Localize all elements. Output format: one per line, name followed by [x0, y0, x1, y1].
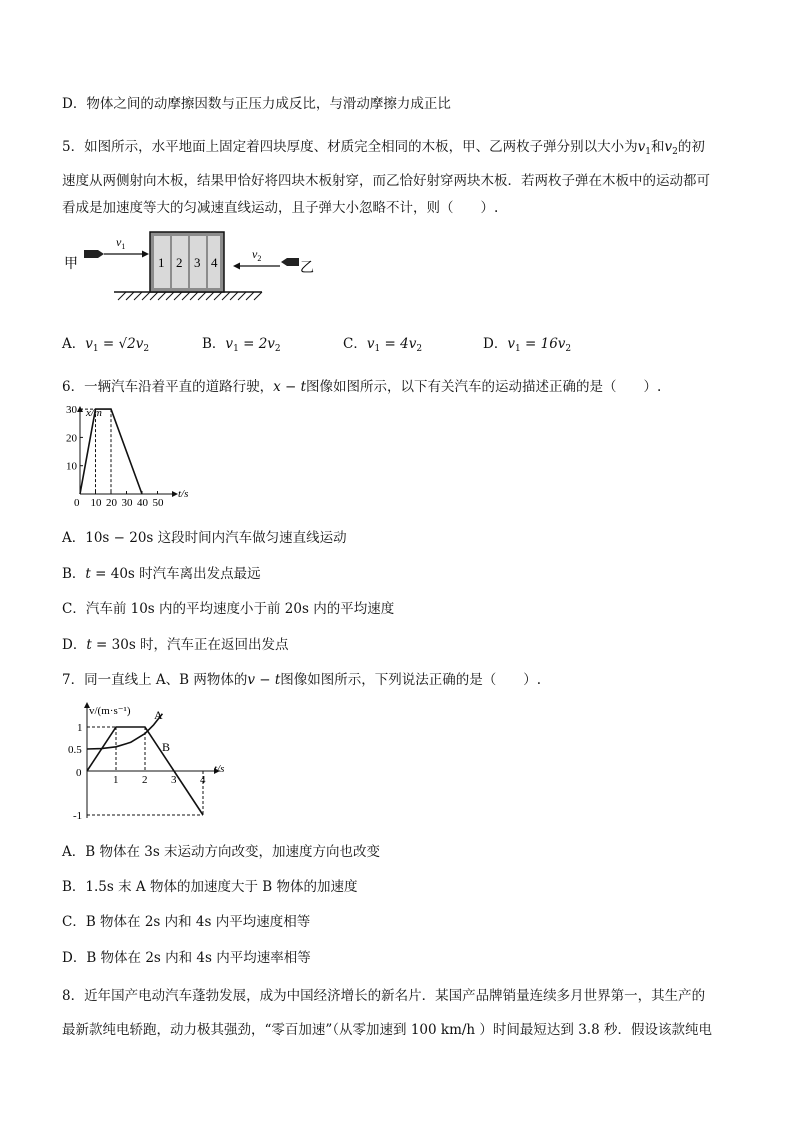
- xt-origin: 0: [74, 497, 80, 509]
- q5-and: 和: [650, 139, 665, 155]
- xt-x-tick-label: 20: [106, 497, 117, 509]
- vt-label-b: B: [162, 740, 171, 754]
- q4-option-d: D．物体之间的动摩擦因数与正压力成反比，与滑动摩擦力成正比: [62, 96, 451, 112]
- board-label-4: 4: [211, 255, 218, 270]
- q6-option-a: A．10s − 20s 这段时间内汽车做匀速直线运动: [62, 530, 347, 546]
- q5-stem-text-a: 5．如图所示，水平地面上固定着四块厚度、材质完全相同的木板，甲、乙两枚子弹分别以大小为: [62, 139, 638, 155]
- vt-label-a: A: [154, 708, 163, 722]
- vt-x-tick-label: 1: [113, 774, 119, 786]
- v2-arrow-head: [233, 263, 240, 270]
- q6-option-c: C．汽车前 10s 内的平均速度小于前 20s 内的平均速度: [62, 601, 395, 617]
- q7-option-b: B．1.5s 末 A 物体的加速度大于 B 物体的加速度: [62, 879, 358, 895]
- v2-label: $v_2$: [252, 247, 262, 263]
- q7-option-a: A．B 物体在 3s 末运动方向改变，加速度方向也改变: [62, 844, 381, 860]
- vt-y-tick-label: 0.5: [68, 744, 82, 756]
- q5-stem-line1: [62, 135, 705, 157]
- q5-v2: v: [664, 139, 673, 155]
- q5-option-d: D．$v_1 = 16v_2$: [483, 336, 572, 354]
- q8-stem-line1: 8．近年国产电动汽车蓬勃发展，成为中国经济增长的新名片．某国产品牌销量连续多月世界第一，其生产的: [62, 988, 706, 1004]
- board-label-2: 2: [176, 255, 183, 270]
- q7-option-c: C．B 物体在 2s 内和 4s 内平均速度相等: [62, 914, 311, 930]
- q8-stem-line2: 最新款纯电轿跑，动力极其强劲，“零百加速”（从零加速到 100 km/h ）时间最短达到 3.8 秒．假设该款纯电: [62, 1022, 712, 1038]
- ground-hatch: [118, 292, 262, 300]
- vt-origin: 0: [76, 767, 82, 779]
- q5-v1-sub: 1: [645, 147, 651, 157]
- q5-option-a: A．$v_1 = √2v_2$: [62, 336, 150, 354]
- xt-ylabel: x/m: [86, 407, 102, 419]
- q5-option-b: B．$v_1 = 2v_2$: [202, 336, 281, 354]
- xt-y-tick-label: 20: [66, 432, 77, 445]
- vt-x-tick-label: 2: [142, 774, 148, 786]
- vt-x-tick-label: 3: [171, 774, 177, 786]
- vt-y-tick-label: 1: [77, 722, 83, 734]
- q5-v2-sub: 2: [672, 147, 678, 157]
- xt-y-tick-label: 30: [66, 404, 77, 417]
- q5-option-c: C．$v_1 = 4v_2$: [343, 336, 423, 354]
- v1-label: $v_1$: [116, 235, 126, 251]
- q5-bullet-figure: [62, 222, 322, 310]
- q6-stem: 6．一辆汽车沿着平直的道路行驶，x − t图像如图所示，以下有关汽车的运动描述正确的是（ ）.: [62, 379, 662, 395]
- vt-x-tick-label: 4: [200, 774, 206, 786]
- xt-x-tick-label: 30: [121, 497, 133, 509]
- v1-arrow-head: [142, 251, 149, 258]
- q5-stem-line2: 速度从两侧射向木板，结果甲恰好将四块木板射穿，而乙恰好射穿两块木板．若两枚子弹在木板中的运动都可: [62, 173, 710, 189]
- q7-option-d: D．B 物体在 2s 内和 4s 内平均速率相等: [62, 950, 311, 966]
- q6-option-b: B．t = 40s 时汽车离出发点最远: [62, 566, 261, 582]
- q5-v1: v: [637, 139, 646, 155]
- board-label-3: 3: [194, 255, 201, 270]
- xt-x-tick-label: 40: [137, 497, 148, 509]
- board-label-1: 1: [158, 255, 165, 270]
- bullet-yi: [281, 258, 299, 266]
- xt-x-tick-label: 50: [152, 497, 164, 509]
- xt-y-tick-label: 10: [66, 460, 77, 473]
- xt-x-tick-label: 10: [90, 497, 102, 509]
- q5-stem-line3: 看成是加速度等大的匀减速直线运动，且子弹大小忽略不计，则（ ）.: [62, 200, 499, 216]
- vt-ylabel: v/(m·s⁻¹): [89, 705, 131, 717]
- bullet-jia: [84, 250, 104, 258]
- vt-y-tick-label: -1: [73, 810, 83, 822]
- vt-xlabel: t/s: [214, 763, 225, 775]
- bullet-jia-label: 甲: [64, 257, 78, 272]
- xt-chart: [62, 404, 212, 510]
- bullet-yi-label: 乙: [300, 261, 314, 276]
- q6-option-d: D．t = 30s 时，汽车正在返回出发点: [62, 637, 289, 653]
- vt-series-a: [87, 714, 162, 749]
- xt-xlabel: t/s: [178, 488, 189, 500]
- q7-stem: 7．同一直线上 A、B 两物体的v − t图像如图所示，下列说法正确的是（ ）.: [62, 672, 542, 688]
- q5-stem-text-b: 的初: [677, 139, 705, 155]
- vt-chart: [62, 700, 242, 824]
